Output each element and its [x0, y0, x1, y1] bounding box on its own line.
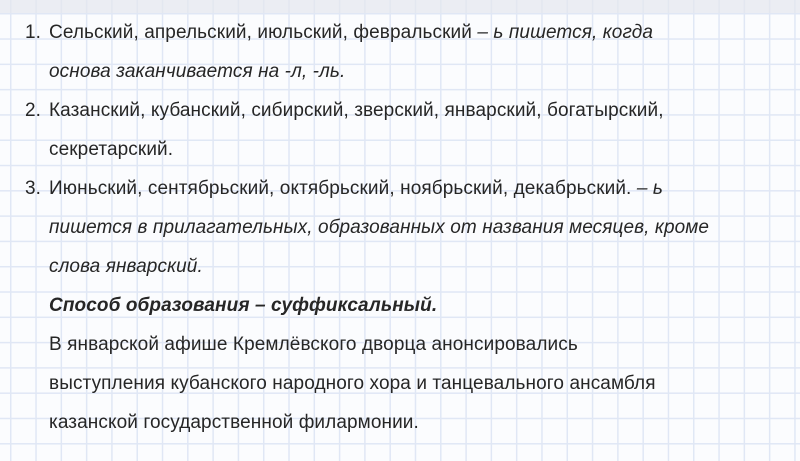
text-line	[0, 403, 800, 442]
text-segment: Способ образования – суффиксальный.	[49, 295, 438, 316]
text-line	[0, 208, 800, 247]
top-band	[0, 0, 800, 13]
text-segment: секретарский.	[49, 139, 174, 160]
text-segment: основа заканчивается на -л, -ль.	[49, 61, 346, 82]
list-number: 3.	[25, 178, 42, 199]
text-line	[0, 130, 800, 169]
text-line	[0, 169, 800, 208]
text-segment: Июньский, сентябрьский, октябрьский, ноябрьский, декабрьский.	[49, 178, 637, 199]
text-line	[0, 364, 800, 403]
list-number: 2.	[25, 100, 42, 121]
text-segment: Сельский, апрельский, июльский, февральский	[49, 22, 478, 43]
text-segment: – ь пишется, когда	[477, 22, 653, 43]
text-segment: казанской государственной филармонии.	[49, 412, 419, 433]
text-line	[0, 247, 800, 286]
text-line	[0, 52, 800, 91]
list-number: 1.	[25, 22, 42, 43]
text-line	[0, 91, 800, 130]
answer-text	[0, 13, 800, 442]
text-line	[0, 13, 800, 52]
text-segment: Казанский, кубанский, сибирский, зверский, январский, богатырский,	[49, 100, 664, 121]
text-line	[0, 325, 800, 364]
text-line	[0, 286, 800, 325]
text-segment: – ь	[636, 178, 663, 199]
text-segment: выступления кубанского народного хора и танцевального ансамбля	[49, 373, 656, 394]
text-segment: пишется в прилагательных, образованных от названия месяцев, кроме	[49, 217, 710, 238]
text-segment: В январской афише Кремлёвского дворца анонсировались	[49, 334, 578, 355]
text-segment: слова январский.	[49, 256, 203, 277]
